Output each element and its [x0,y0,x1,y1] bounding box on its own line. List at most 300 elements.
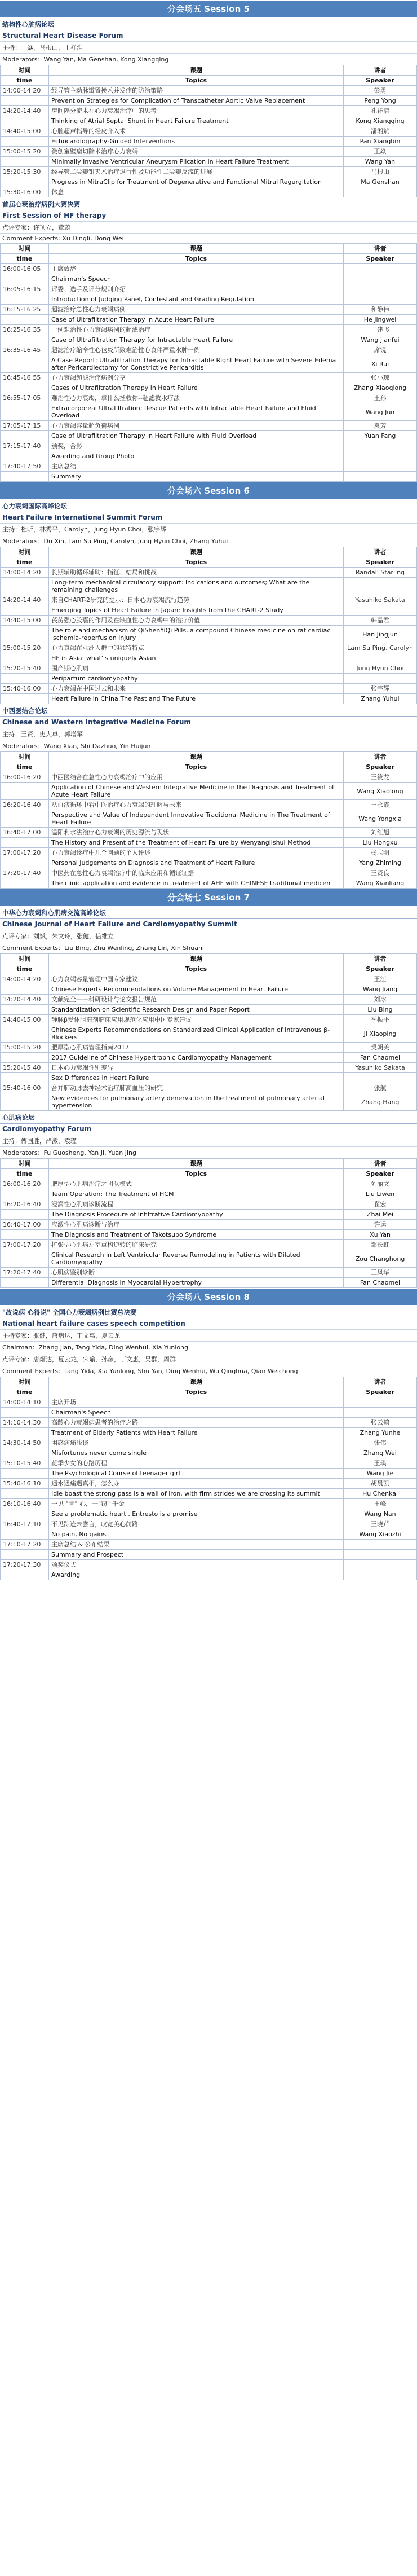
row-topic: 长期辅助循环辅助：指征、结局和挑战 [49,568,344,578]
row-speaker: Zou Changhong [344,1250,417,1268]
row-speaker: Wang Yongxia [344,810,417,828]
row-topic: Sex Differences in Heart Failure [49,1073,344,1083]
row-topic: 心力衰竭超滤治疗病例分享 [49,373,344,383]
table-row [1,1250,417,1268]
table-row [1,1438,417,1448]
row-time [1,878,49,889]
row-time: 14:20-14:40 [1,595,49,605]
row-speaker: 许运 [344,1220,417,1230]
row-time [1,157,49,167]
table-row [1,1428,417,1438]
row-time [1,96,49,106]
row-time: 15:20-15:30 [1,167,49,177]
table-row [1,335,417,345]
header-speaker: 讲者 [344,1159,417,1169]
header-speaker: 讲者 [344,547,417,557]
row-time [1,1250,49,1268]
row-speaker: 王江 [344,974,417,984]
header-time: time [1,254,49,264]
header-speaker: 讲者 [344,244,417,254]
row-speaker: Wang Jianfei [344,335,417,345]
row-topic: 心脏超声指导的经皮介入术 [49,126,344,137]
row-time [1,137,49,147]
table-row [1,1210,417,1220]
row-topic: The Diagnosis Procedure of Infiltrative Cardiomyopathy [49,1210,344,1220]
row-time: 15:20-15:40 [1,663,49,674]
table-row [1,684,417,694]
row-speaker: Fan Chaomei [344,1278,417,1288]
table-row [1,1479,417,1489]
header-speaker: 讲者 [344,954,417,964]
session-title: 分会场六 Session 6 [0,482,417,499]
row-speaker: 王孙 [344,393,417,403]
header-topic: Topics [49,76,344,86]
table-row [1,1053,417,1063]
row-time: 14:00-14:20 [1,86,49,96]
row-topic: 评委、选手及评分规则介绍 [49,284,344,294]
row-time [1,1509,49,1519]
table-row [1,1093,417,1111]
table-header-row [1,254,417,264]
row-topic: 超滤治疗缩窄性心包炎所致难治性心衰伴严重水肿一例 [49,345,344,355]
header-speaker: 讲者 [344,65,417,76]
row-speaker: 马根山 [344,167,417,177]
row-topic: Emerging Topics of Heart Failure in Japan: Insights from the CHART-2 Study [49,605,344,616]
row-time: 15:40-16:10 [1,1479,49,1489]
header-speaker: Speaker [344,1169,417,1179]
schedule-table [0,751,417,889]
header-speaker: Speaker [344,557,417,568]
row-time: 16:40-17:00 [1,1220,49,1230]
table-row [1,157,417,167]
row-topic: 浸润性心肌病诊断流程 [49,1199,344,1210]
row-speaker [344,1540,417,1550]
header-time: 时间 [1,65,49,76]
row-speaker [344,274,417,284]
row-speaker: 樊朝美 [344,1043,417,1053]
row-time: 15:00-15:20 [1,1043,49,1053]
row-time: 14:20-14:40 [1,995,49,1005]
row-topic: 微创室壁瘤切除术治疗心力衰竭 [49,147,344,157]
moderators-cn: 主持：傅国胜，严激，袁瑾 [0,1135,417,1146]
table-row [1,472,417,482]
table-header-row [1,244,417,254]
row-speaker: Yuan Fang [344,431,417,441]
row-time: 16:20-16:40 [1,800,49,810]
header-topic: Topics [49,1169,344,1179]
row-speaker [344,1570,417,1580]
row-time [1,1278,49,1288]
table-row [1,451,417,461]
row-time: 17:15-17:40 [1,441,49,451]
row-speaker: Ma Genshan [344,177,417,187]
header-topic: 课题 [49,954,344,964]
header-topic: 课题 [49,65,344,76]
table-row [1,1005,417,1015]
row-topic: 心力衰竭容量管理中国专家建议 [49,974,344,984]
row-topic: Chinese Experts Recommendations on Volume Management in Heart Failure [49,984,344,995]
row-time [1,838,49,848]
row-topic: 围产期心肌病 [49,663,344,674]
moderators-cn: 点评专家：许顶立，董蔚 [0,221,417,233]
comment-experts-en: Comment Experts：Tang Yida, Xia Yunlong, Shu Yan, Ding Wenhui, Wu Qinghua, Qian Weichong [0,1365,417,1377]
table-row [1,578,417,595]
row-speaker: Wang Jun [344,403,417,421]
schedule-table [0,65,417,197]
row-speaker: Zhang Yunhe [344,1428,417,1438]
table-row [1,1025,417,1043]
row-speaker: Jung Hyun Choi [344,663,417,674]
row-topic: Misfortunes never come single [49,1448,344,1458]
schedule-table [0,547,417,704]
row-time: 16:35-16:45 [1,345,49,355]
row-topic: See a problematic heart , Entresto is a promise [49,1509,344,1519]
table-row [1,595,417,605]
table-row [1,1268,417,1278]
row-topic: 超滤治疗急性心力衰竭病例 [49,305,344,315]
row-time [1,294,49,305]
table-row [1,828,417,838]
table-row [1,783,417,800]
table-row [1,1448,417,1458]
forum-title-cn: 中西医结合论坛 [0,704,417,717]
row-topic: 从血液循环中看中医治疗心力衰竭的理解与未来 [49,800,344,810]
row-time [1,1210,49,1220]
row-speaker: 潘湘斌 [344,126,417,137]
table-row [1,1499,417,1509]
row-time: 14:30-14:50 [1,1438,49,1448]
row-speaker: Peng Yong [344,96,417,106]
row-speaker [344,1408,417,1418]
table-row [1,868,417,878]
row-time [1,653,49,663]
header-time: 时间 [1,752,49,762]
header-time: 时间 [1,1159,49,1169]
moderators-en: Moderators：Wang Yan, Ma Genshan, Kong Xiangqing [0,53,417,65]
schedule-table [0,1377,417,1580]
row-time [1,626,49,643]
moderators-cn: 点评专家：刘斌，朱文玲，张健，信维立 [0,930,417,942]
table-row [1,187,417,197]
table-row [1,1540,417,1550]
row-time: 17:05-17:15 [1,421,49,431]
row-topic: 困惑病痛浅谈 [49,1438,344,1448]
table-header-row [1,1169,417,1179]
row-topic: Heart Failure in China:The Past and The Future [49,694,344,704]
table-row [1,1220,417,1230]
header-time: time [1,1169,49,1179]
row-speaker: Yang Zhiming [344,858,417,868]
row-speaker [344,674,417,684]
row-time [1,810,49,828]
row-time: 16:00-16:20 [1,1179,49,1189]
table-header-row [1,752,417,762]
row-time: 17:20-17:40 [1,1268,49,1278]
row-topic: Standardization on Scientific Research Design and Paper Report [49,1005,344,1015]
table-row [1,1469,417,1479]
row-speaker [344,653,417,663]
row-speaker [344,1397,417,1408]
row-time [1,116,49,126]
row-speaker: 王建飞 [344,325,417,335]
header-topic: Topics [49,254,344,264]
table-row [1,137,417,147]
row-speaker: 张航 [344,1083,417,1093]
row-time: 17:00-17:20 [1,1240,49,1250]
row-time: 16:40-17:00 [1,828,49,838]
row-topic: 主席总结 & 公布结果 [49,1540,344,1550]
table-row [1,1199,417,1210]
row-speaker: 季振平 [344,1015,417,1025]
row-topic: 一例难治性心力衰竭病例的超滤治疗 [49,325,344,335]
row-time [1,177,49,187]
row-time [1,335,49,345]
header-speaker: Speaker [344,762,417,772]
table-row [1,421,417,431]
row-topic: 中西医结合在急性心力衰竭治疗中的应用 [49,772,344,783]
row-speaker [344,1560,417,1570]
table-row [1,305,417,315]
row-speaker [344,605,417,616]
row-time [1,605,49,616]
row-topic: 花季少女的心路历程 [49,1458,344,1469]
table-row [1,1560,417,1570]
session-title: 分会场七 Session 7 [0,889,417,906]
row-time [1,383,49,393]
moderators-cn: 主持：王焱，马根山，王祥淮 [0,41,417,53]
row-speaker: Lam Su Ping, Carolyn [344,643,417,653]
row-speaker [344,578,417,595]
header-time: time [1,1387,49,1397]
row-topic: Case of Ultrafiltration Therapy for Intractable Heart Failure [49,335,344,345]
row-topic: Chinese Experts Recommendations on Standardized Clinical Application of Intravenous β-Blockers [49,1025,344,1043]
table-header-row [1,964,417,974]
row-speaker: 彭勇 [344,86,417,96]
table-row [1,1408,417,1418]
row-time [1,1005,49,1015]
row-time [1,1529,49,1540]
table-row [1,1550,417,1560]
row-speaker: 王琪 [344,1458,417,1469]
header-time: time [1,964,49,974]
row-time [1,1053,49,1063]
row-time: 14:40-15:00 [1,1015,49,1025]
row-time [1,1448,49,1458]
row-speaker: Zhang Hang [344,1093,417,1111]
moderators-en: Moderators：Du Xin, Lam Su Ping, Carolyn, Jung Hyun Choi, Zhang Yuhui [0,535,417,547]
row-speaker: 刘丽文 [344,1179,417,1189]
header-time: 时间 [1,954,49,964]
row-time: 16:20-16:40 [1,1199,49,1210]
row-speaker: Liu Bing [344,1005,417,1015]
forum-title-en: Heart Failure International Summit Forum [2,513,163,521]
row-time: 14:10-14:30 [1,1418,49,1428]
moderators-en: Moderators：Fu Guosheng, Yan Ji, Yuan Jing [0,1146,417,1158]
table-row [1,373,417,383]
row-topic: 房间隔分流术在心力衰竭治疗中的思考 [49,106,344,116]
row-topic: Awarding [49,1570,344,1580]
row-time: 16:55-17:05 [1,393,49,403]
row-speaker: Xu Yan [344,1230,417,1240]
row-topic: 心肌病鉴别诊断 [49,1268,344,1278]
row-topic: 高龄心力衰竭病患者的治疗之路 [49,1418,344,1428]
table-row [1,838,417,848]
session-title: 分会场八 Session 8 [0,1288,417,1305]
row-topic: The clinic application and evidence in treatment of AHF with CHINESE traditional medicen [49,878,344,889]
row-time [1,1025,49,1043]
row-speaker: 韩晶君 [344,616,417,626]
row-time: 16:45-16:55 [1,373,49,383]
moderators-en: Chairman：Zhang Jian, Tang Yida, Ding Wenhui, Xia Yunlong [0,1341,417,1353]
table-row [1,848,417,858]
table-row [1,1240,417,1250]
row-time: 17:40-17:50 [1,461,49,472]
table-row [1,653,417,663]
row-time: 17:00-17:20 [1,848,49,858]
table-row [1,461,417,472]
row-topic: Awarding and Group Photo [49,451,344,461]
table-row [1,177,417,187]
row-topic: Perspective and Value of Independent Innovative Traditional Medicine in The Treatment of Heart Failure [49,810,344,828]
row-topic: 心力衰竭诊疗中几个问题的个人评述 [49,848,344,858]
row-topic: 合并肺动脉去神经术治疗肺高血压的研究 [49,1083,344,1093]
row-topic: 主席开场 [49,1397,344,1408]
row-topic: Extracorporeal Ultrafiltration: Rescue Patients with Intractable Heart Failure and Fluid Overload [49,403,344,421]
row-topic: 应激性心肌病诊断与治疗 [49,1220,344,1230]
row-time: 15:20-15:40 [1,1063,49,1073]
row-speaker: Liu Hongxu [344,838,417,848]
table-row [1,974,417,984]
row-time [1,274,49,284]
row-time: 15:00-15:20 [1,147,49,157]
row-topic: HF in Asia: what' s uniquely Asian [49,653,344,663]
header-topic: 课题 [49,244,344,254]
row-topic: 颁奖仪式 [49,1560,344,1570]
forum-title-cn: 心肌病论坛 [0,1111,417,1124]
table-row [1,694,417,704]
row-speaker: 王峰 [344,1499,417,1509]
header-speaker: 讲者 [344,1377,417,1387]
row-topic: Chairman's Speech [49,274,344,284]
table-row [1,325,417,335]
table-row [1,106,417,116]
moderators-en: Comment Experts：Liu Bing, Zhu Wenling, Zhang Lin, Xin Shuanli [0,942,417,953]
row-time [1,1550,49,1560]
row-time [1,783,49,800]
row-time [1,1093,49,1111]
schedule-table [0,243,417,482]
table-row [1,86,417,96]
moderators-en: Moderators：Wang Xian, Shi Dazhuo, Yin Huijun [0,740,417,751]
header-topic: Topics [49,1387,344,1397]
table-header-row [1,76,417,86]
forum-title-cn: 中华心力衰竭和心肌病交流高峰论坛 [0,906,417,919]
moderators-cn: 主持专家：张健，唐熠达，丁文惠，夏云龙 [0,1329,417,1341]
row-time: 16:15-16:25 [1,305,49,315]
row-speaker [344,264,417,274]
table-row [1,878,417,889]
row-topic: The role and mechanism of QiShenYiQi Pills, a compound Chinese medicine on rat cardiac ischemia-reperfusion injury [49,626,344,643]
table-header-row [1,762,417,772]
row-speaker: Wang Xiaozhi [344,1529,417,1540]
row-time [1,431,49,441]
forum-title-cn: 结构性心脏病论坛 [0,17,417,30]
row-topic: 不见踪迹未尝言，叹宽美心前路 [49,1519,344,1529]
table-header-row [1,954,417,964]
row-speaker: 邹长虹 [344,1240,417,1250]
row-topic: Treatment of Elderly Patients with Heart Failure [49,1428,344,1438]
row-topic: The Psychological Course of teenager girl [49,1469,344,1479]
row-speaker: Wang Nan [344,1509,417,1519]
row-time [1,1230,49,1240]
header-time: 时间 [1,1377,49,1387]
row-speaker: 孔祥清 [344,106,417,116]
row-speaker: 翟宏 [344,1199,417,1210]
row-speaker: Wang Jiang [344,984,417,995]
table-row [1,383,417,393]
row-time: 14:00-14:20 [1,568,49,578]
header-speaker: 讲者 [344,752,417,762]
row-speaker: 张云鹤 [344,1418,417,1428]
header-topic: Topics [49,964,344,974]
table-row [1,355,417,373]
table-row [1,1230,417,1240]
table-header-row [1,547,417,557]
table-header-row [1,1159,417,1169]
row-topic: 遇水遇痛遇真相，怎么办 [49,1479,344,1489]
table-row [1,1489,417,1499]
row-time: 17:20-17:30 [1,1560,49,1570]
row-time: 15:10-15:40 [1,1458,49,1469]
row-speaker: 袁芳 [344,421,417,431]
table-row [1,1015,417,1025]
table-row [1,403,417,421]
table-row [1,1063,417,1073]
row-time [1,355,49,373]
row-time: 17:10-17:20 [1,1540,49,1550]
table-row [1,1458,417,1469]
row-topic: 芪苈强心胶囊的作用及在缺血性心力衰竭中的治疗价值 [49,616,344,626]
table-row [1,1073,417,1083]
header-topic: 课题 [49,1377,344,1387]
row-time [1,315,49,325]
table-row [1,1519,417,1529]
row-time [1,578,49,595]
row-topic: Echocardiography-Guided Interventions [49,137,344,147]
table-row [1,167,417,177]
row-topic: 心力衰竭容量超负荷病例 [49,421,344,431]
row-time [1,1489,49,1499]
row-topic: 来自CHART-2研究的提示：日本心力衰竭流行趋势 [49,595,344,605]
table-row [1,984,417,995]
forum-title-en: National heart failure cases speech competition [2,1320,185,1327]
header-speaker: Speaker [344,1387,417,1397]
header-speaker: Speaker [344,964,417,974]
row-topic: Chairman's Speech [49,1408,344,1418]
row-topic: Cases of Ultrafiltration Therapy in Heart Failure [49,383,344,393]
row-topic: 温阳利水法治疗心力衰竭的历史源流与现状 [49,828,344,838]
forum-title-en: First Session of HF therapy [2,212,107,219]
header-time: time [1,76,49,86]
row-topic: 心力衰竭在中国过去和未来 [49,684,344,694]
row-topic: New evidences for pulmonary artery denervation in the treatment of pulmonary arterial hypertension [49,1093,344,1111]
table-row [1,393,417,403]
row-time: 14:40-15:00 [1,126,49,137]
row-time [1,1073,49,1083]
row-topic: 心力衰竭在亚洲人群中的独特特点 [49,643,344,653]
table-row [1,441,417,451]
row-topic: Clinical Research in Left Ventricular Reverse Remodeling in Patients with Dilated Cardiomyopathy [49,1250,344,1268]
